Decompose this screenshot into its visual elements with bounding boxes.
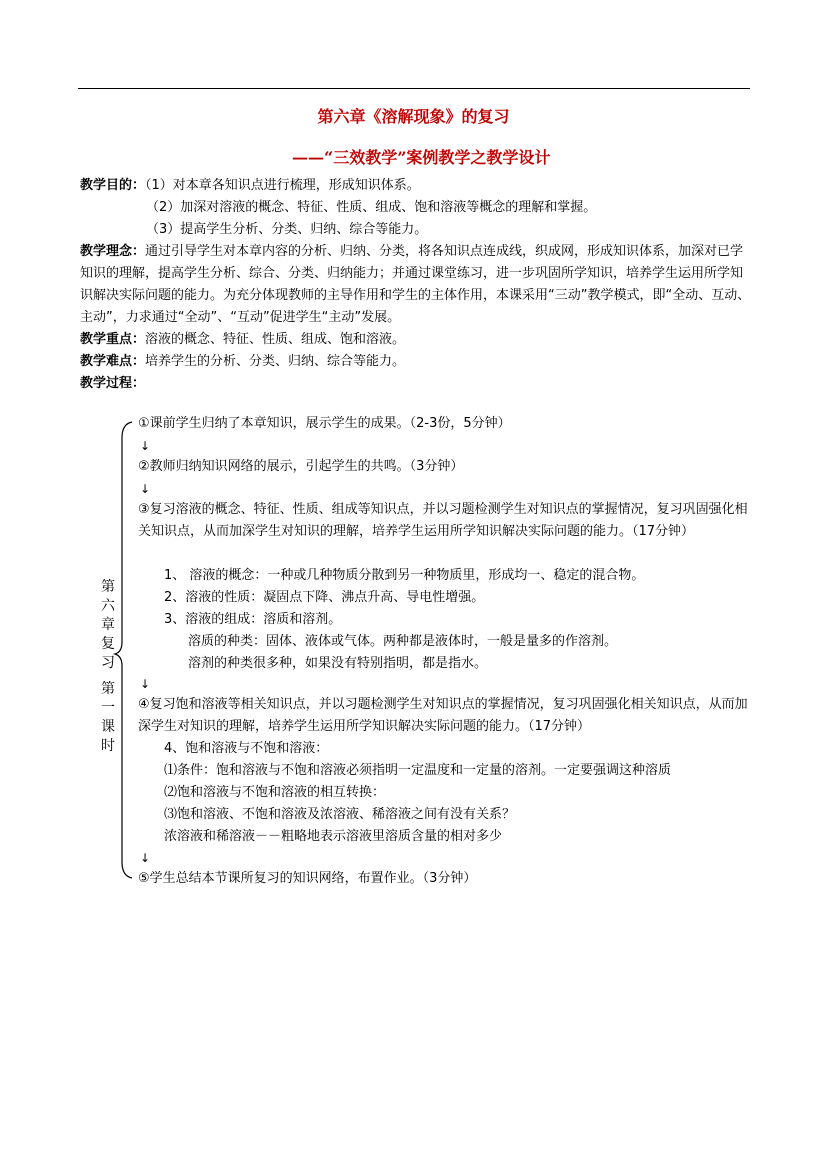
down-arrow-icon: ↓: [140, 851, 151, 865]
side-label-chapter: 第 六 章 复 习: [101, 579, 115, 671]
difficulties-line: [80, 351, 405, 373]
step4-item-2: ⑴条件：饱和溶液与不饱和溶液必须指明一定温度和一定量的溶剂。一定要强调这种溶质: [164, 763, 672, 778]
flow-step-3: ③复习溶液的概念、特征、性质、组成等知识点，并以习题检测学生对知识点的掌握情况，复习巩固强化相关知识点，从而加深学生对知识的理解，培养学生运用所学知识解决实际问题的能力。（17分钟）: [138, 502, 748, 539]
step3-item-3: 3、溶液的组成：溶质和溶剂。: [164, 612, 342, 627]
down-arrow-icon: ↓: [140, 677, 151, 691]
step4-item-1: 4、饱和溶液与不饱和溶液：: [164, 741, 329, 756]
page-subtitle: ——“三效教学”案例教学之教学设计: [292, 148, 551, 167]
down-arrow-icon: ↓: [140, 439, 151, 453]
key-points-text: 溶液的概念、特征、性质、组成、饱和溶液。: [145, 332, 406, 347]
key-points-line: [80, 329, 405, 351]
step3-item-4: 溶质的种类：固体、液体或气体。两种都是液体时，一般是量多的作溶剂。: [188, 634, 618, 649]
step4-item-5: 浓溶液和稀溶液－－粗略地表示溶液里溶质含量的相对多少: [164, 829, 503, 844]
down-arrow-icon: ↓: [140, 482, 151, 496]
header-rule: [78, 88, 750, 89]
side-label-lesson: 第 一 课 时: [101, 681, 115, 754]
difficulties-label: 教学难点：: [80, 354, 146, 369]
flow-step-4: ④复习饱和溶液等相关知识点，并以习题检测学生对知识点的掌握情况，复习巩固强化相关知识点，从而加深学生对知识的理解，培养学生运用所学知识解决实际问题的能力。（17分钟）: [138, 697, 748, 734]
philosophy-label: 教学理念：: [80, 244, 146, 259]
flow-step-2: ②教师归纳知识网络的展示，引起学生的共鸣。（3分钟）: [138, 459, 464, 474]
philosophy-text: 通过引导学生对本章内容的分析、归纳、分类，将各知识点连成线，织成网，形成知识体系，加深对已学知识的理解，提高学生分析、综合、分类、归纳能力；并通过课堂练习，进一步巩固所学知识，培养学生运用所学知识解决实际问题的能力。为充分体现教师的主导作用和学生的主体作用，本课采用“三动”教学模式，即“全动、互动、主动”，力求通过“全动”、“互动”促进学生“主动”发展。: [80, 244, 751, 325]
key-points-label: 教学重点：: [80, 332, 146, 347]
step3-item-2: 2、溶液的性质：凝固点下降、沸点升高、导电性增强。: [164, 590, 485, 605]
objective-item-2: （2）加深对溶液的概念、特征、性质、组成、饱和溶液等概念的理解和掌握。: [146, 200, 597, 215]
objectives-line-1: [80, 175, 420, 197]
objective-item-1: （1）对本章各知识点进行梳理，形成知识体系。: [145, 178, 420, 193]
step3-item-5: 溶剂的种类很多种，如果没有特别指明，都是指水。: [188, 656, 488, 671]
process-label: 教学过程：: [80, 376, 146, 391]
process-line: [80, 373, 145, 395]
flow-step-1: ①课前学生归纳了本章知识，展示学生的成果。（2-3份，5分钟）: [138, 416, 511, 431]
objectives-label: 教学目的：: [80, 178, 146, 193]
step4-item-4: ⑶饱和溶液、不饱和溶液及浓溶液、稀溶液之间有没有关系？: [164, 807, 516, 822]
step4-item-3: ⑵饱和溶液与不饱和溶液的相互转换：: [164, 785, 386, 800]
flow-step-5: ⑤学生总结本节课所复习的知识网络，布置作业。（3分钟）: [138, 871, 477, 886]
step3-item-1: 1、 溶液的概念：一种或几种物质分散到另一种物质里，形成均一、稳定的混合物。: [164, 568, 645, 583]
philosophy-paragraph: [80, 241, 752, 329]
page-title: 第六章《溶解现象》的复习: [317, 107, 510, 126]
objective-item-3: （3）提高学生分析、分类、归纳、综合等能力。: [146, 222, 428, 237]
difficulties-text: 培养学生的分析、分类、归纳、综合等能力。: [145, 354, 406, 369]
